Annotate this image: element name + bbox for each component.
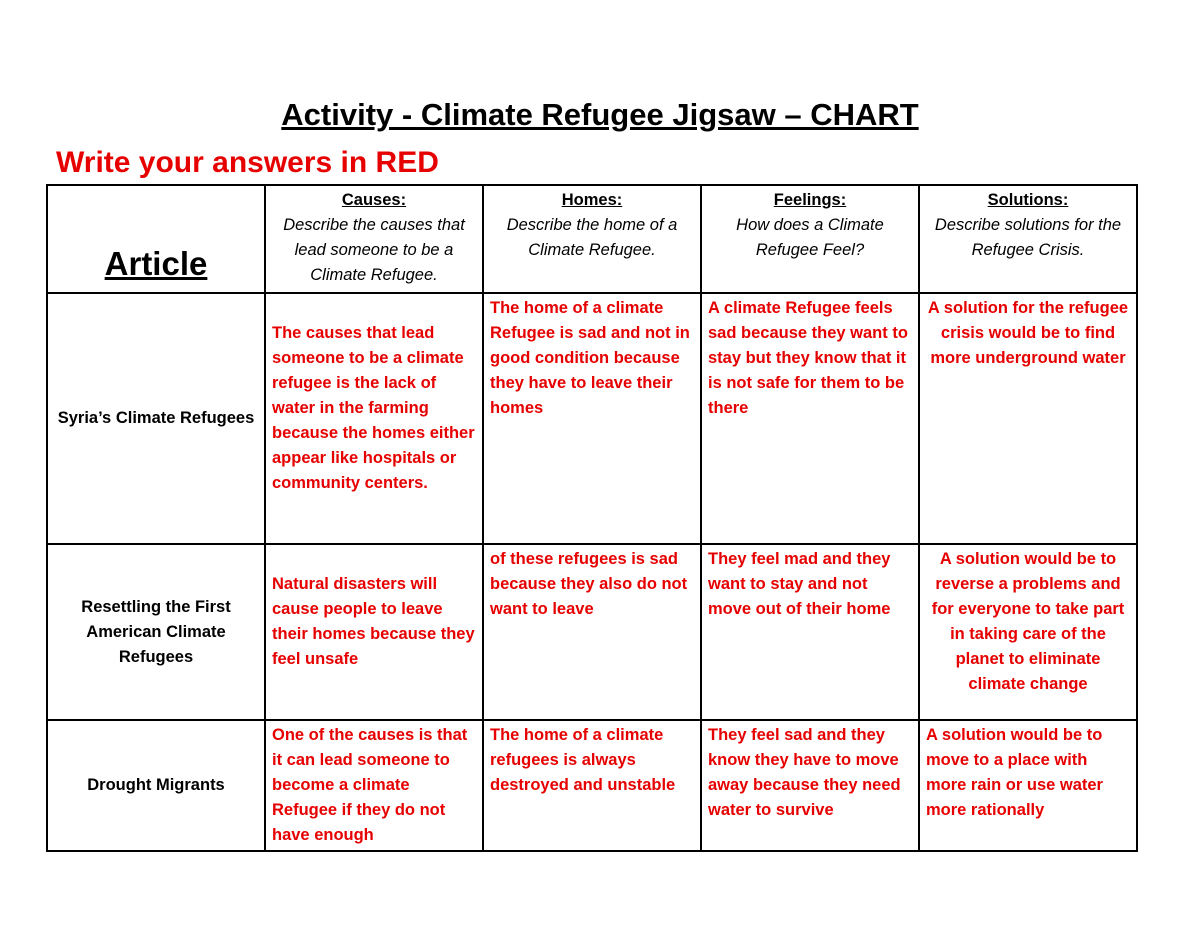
causes-desc: Describe the causes that lead someone to be a Climate Refugee. [283, 216, 465, 284]
solutions-header [919, 185, 1137, 293]
solutions-answer[interactable]: A solution would be to reverse a problems and for everyone to take part in taking care of the planet to eliminate climate change [919, 544, 1137, 720]
table-row [47, 544, 1137, 720]
homes-answer[interactable]: The home of a climate Refugee is sad and not in good condition because they have to leave their homes [483, 293, 701, 544]
table-row [47, 293, 1137, 544]
article-name: Syria’s Climate Refugees [47, 293, 265, 544]
header-row [47, 185, 1137, 293]
causes-answer-text: The causes that lead someone to be a climate refugee is the lack of water in the farming because the homes either appear like hospitals or community centers. [272, 324, 475, 492]
causes-answer[interactable] [265, 293, 483, 544]
homes-answer[interactable]: The home of a climate refugees is always destroyed and unstable [483, 720, 701, 851]
jigsaw-chart-table [46, 184, 1138, 852]
homes-header [483, 185, 701, 293]
feelings-header [701, 185, 919, 293]
causes-header [265, 185, 483, 293]
homes-answer[interactable]: of these refugees is sad because they also do not want to leave [483, 544, 701, 720]
causes-answer-text: Natural disasters will cause people to leave their homes because they feel unsafe [272, 575, 475, 668]
feelings-answer[interactable]: They feel sad and they know they have to move away because they need water to survive [701, 720, 919, 851]
feelings-label: Feelings: [773, 191, 847, 209]
page-title: Activity - Climate Refugee Jigsaw – CHART [281, 97, 919, 132]
solutions-answer[interactable]: A solution would be to move to a place with more rain or use water more rationally [919, 720, 1137, 851]
causes-answer[interactable] [265, 544, 483, 720]
article-name: Drought Migrants [47, 720, 265, 851]
causes-label: Causes: [341, 191, 407, 209]
solutions-label: Solutions: [987, 191, 1069, 209]
feelings-answer[interactable]: They feel mad and they want to stay and not move out of their home [701, 544, 919, 720]
causes-answer[interactable]: One of the causes is that it can lead someone to become a climate Refugee if they do not have enough [265, 720, 483, 851]
feelings-desc: How does a Climate Refugee Feel? [736, 216, 884, 259]
instruction-text: Write your answers in RED [56, 146, 439, 179]
homes-label: Homes: [561, 191, 623, 209]
article-header: Article [47, 185, 265, 293]
feelings-answer[interactable]: A climate Refugee feels sad because they want to stay but they know that it is not safe for them to be there [701, 293, 919, 544]
solutions-desc: Describe solutions for the Refugee Crisis. [934, 216, 1122, 259]
article-name: Resettling the First American Climate Refugees [47, 544, 265, 720]
table-row [47, 720, 1137, 851]
solutions-answer[interactable]: A solution for the refugee crisis would be to find more underground water [919, 293, 1137, 544]
homes-desc: Describe the home of a Climate Refugee. [506, 216, 678, 259]
